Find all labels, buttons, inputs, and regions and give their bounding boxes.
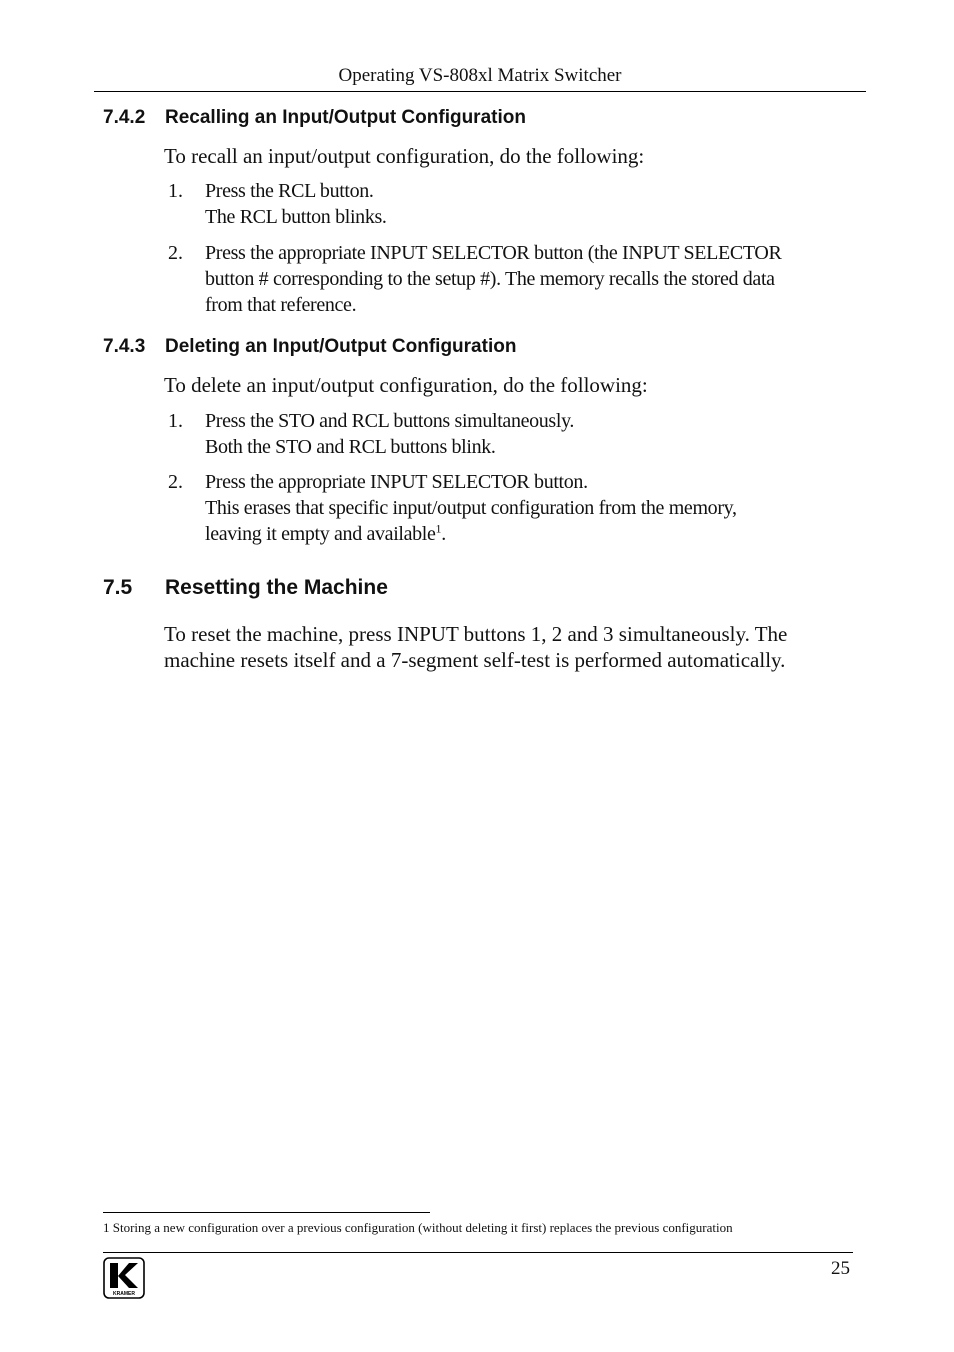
section-title: Deleting an Input/Output Configuration: [165, 336, 517, 357]
step-line: Both the STO and RCL buttons blink.: [205, 436, 496, 458]
step-line: This erases that specific input/output configuration from the memory,: [205, 497, 737, 519]
footer-rule: [103, 1252, 853, 1253]
intro-paragraph: To recall an input/output configuration, do the following:: [164, 144, 645, 168]
footnote-reference[interactable]: 1: [435, 521, 442, 536]
running-header: Operating VS-808xl Matrix Switcher: [338, 65, 622, 86]
paragraph-line: machine resets itself and a 7-segment self-test is performed automatically.: [164, 648, 786, 672]
header-rule: [94, 91, 866, 92]
footnote: 1 Storing a new configuration over a previous configuration (without deleting it first) replaces the previous configuration: [103, 1220, 733, 1235]
section-title: Recalling an Input/Output Configuration: [165, 107, 526, 128]
kramer-logo-icon: [103, 1257, 145, 1299]
step-number: 2.: [168, 471, 183, 493]
step-text: [205, 408, 855, 460]
section-number: 7.4.2: [103, 107, 146, 128]
step-number: 1.: [168, 180, 183, 202]
intro-paragraph: To delete an input/output configuration, do the following:: [164, 373, 648, 397]
step-text: [205, 178, 855, 230]
paragraph-line: To reset the machine, press INPUT buttons 1, 2 and 3 simultaneously. The: [164, 622, 788, 646]
section-number: 7.5: [103, 576, 133, 599]
section-number: 7.4.3: [103, 336, 146, 357]
step-line-tail: .: [441, 523, 446, 545]
page-number: 25: [831, 1258, 850, 1279]
step-line: Press the RCL button.: [205, 180, 374, 202]
section-title: Resetting the Machine: [165, 576, 388, 599]
step-line: button # corresponding to the setup #). The memory recalls the stored data: [205, 268, 775, 290]
step-line: Press the appropriate INPUT SELECTOR button.: [205, 471, 588, 493]
body-paragraph: [164, 621, 864, 673]
step-number: 2.: [168, 242, 183, 264]
footnote-rule: [103, 1212, 430, 1213]
step-line: Press the appropriate INPUT SELECTOR button (the INPUT SELECTOR: [205, 242, 782, 264]
step-line: Press the STO and RCL buttons simultaneously.: [205, 410, 575, 432]
step-line-text: leaving it empty and available: [205, 523, 436, 545]
step-line: [205, 521, 855, 547]
step-text: [205, 240, 855, 318]
logo-text: KRAMER: [113, 1291, 135, 1297]
step-number: 1.: [168, 410, 183, 432]
step-line: from that reference.: [205, 294, 357, 316]
step-line: The RCL button blinks.: [205, 206, 387, 228]
step-text: [205, 469, 855, 547]
